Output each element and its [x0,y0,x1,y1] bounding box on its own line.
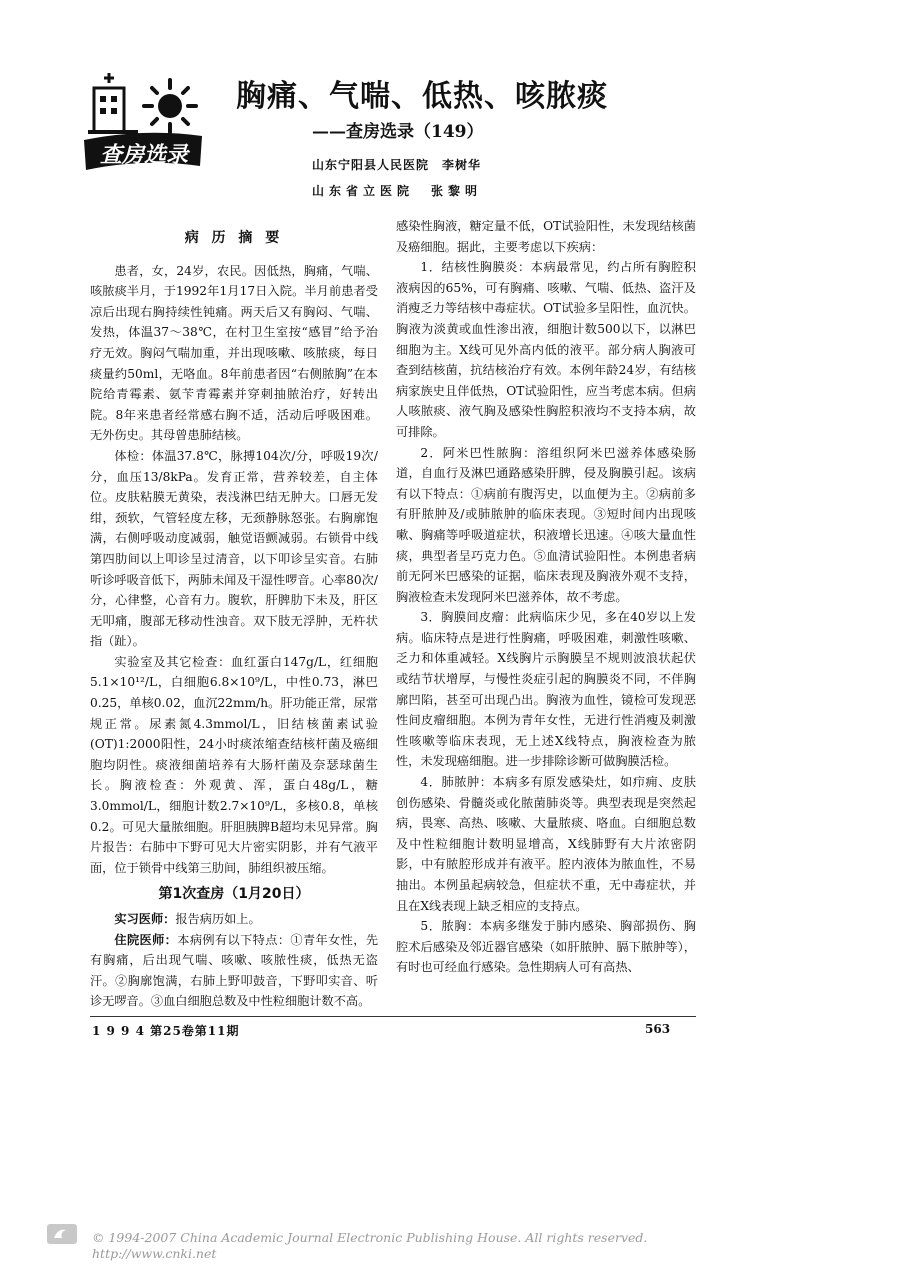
article-subtitle: ——查房选录（149） [312,122,484,142]
label-tb-pleurisy: 1．结核性胸膜炎： [420,260,531,275]
paragraph-lung-abscess [396,772,696,916]
label-lung-abscess: 4．肺脓肿： [420,775,493,790]
footer-rule [90,1016,696,1017]
logo-text: 查房选录 [99,143,189,168]
column-logo [78,70,208,180]
author-1: 山东宁阳县人民医院 李树华 [312,158,482,172]
text-tb-pleurisy: 本病最常见，约占所有胸腔积液病因的65%，可有胸痛、咳嗽、气喘、低热、盗汗及消瘦乏力等结核中毒症状。OT试验多呈阳性，血沉快。胸液为淡黄或血性渗出液，细胞计数500以下，以淋巴细胞为主。X线可见外高内低的液平。部分病人胸液可查到结核菌，抗结核治疗有效。本例年龄24岁，有结核病家族史且伴低热，OT试验阳性，应当考虑本病。但病人咳脓痰、液气胸及感染性胸腔积液均不支持本病，故可排除。 [396,260,696,439]
paragraph-resident [90,930,378,1012]
text-intern: 报告病历如上。 [175,912,261,926]
right-column [396,216,696,978]
paragraph-history: 患者，女，24岁，农民。因低热，胸痛，气喘、咳脓痰半月，于1992年1月17日入院。半月前患者受凉后出现右胸持续性钝痛。两天后又有胸闷、气喘、发热，体温37～38℃，在村卫生室按“感冒”给予治疗无效。胸闷气喘加重，并出现咳嗽、咳脓痰，每日痰量约50ml，无咯血。8年前患者因“右侧脓胸”在本院给青霉素、氨苄青霉素并穿刺抽脓治疗，好转出院。8年来患者经常感右胸不适，活动后呼吸困难。无外伤史。其母曾患肺结核。 [90,263,378,443]
paragraph-tb-pleurisy [396,257,696,442]
author-2: 山东省立医院 张黎明 [312,184,483,198]
page-number: 563 [645,1022,671,1036]
copyright-notice: © 1994-2007 China Academic Journal Electronic Publishing House. All rights reserved. http://www.cnki.net [92,1230,660,1261]
label-intern: 实习医师： [114,912,176,926]
text-lung-abscess: 本病多有原发感染灶，如疖痈、皮肤创伤感染、骨髓炎或化脓菌肺炎等。典型表现是突然起病，畏寒、高热、咳嗽、大量脓痰、咯血。白细胞总数及中性粒细胞计数明显增高，X线肺野有大片浓密阴影，中有脓腔形成并有液平。腔内液体为脓血性，不易抽出。本例虽起病较急，但症状不重，无中毒症状，并且在X线表现上缺乏相应的支持点。 [396,775,696,913]
text-mesothelioma: 此病临床少见，多在40岁以上发病。临床特点是进行性胸痛，呼吸困难，刺激性咳嗽、乏力和体重减轻。X线胸片示胸膜呈不规则波浪状起伏或结节状增厚，与慢性炎症引起的胸膜炎不同，不伴胸廓凹陷，甚至可出现凸出。胸液为血性，镜检可发现恶性间皮瘤细胞。本例为青年女性，无进行性消瘦及刺激性咳嗽等临床表现，无上述X线特点，胸液检查为脓性，未发现癌细胞。进一步排除诊断可做胸膜活检。 [396,610,696,769]
section-heading-case-summary: 病 历 摘 要 [184,230,284,246]
text-empyema: 本病多继发于肺内感染、胸部损伤、胸腔术后感染及邻近器官感染（如肝脓肿、膈下脓肿等），有时也可经血行感染。急性期病人可有高热、 [396,919,696,975]
paragraph-mesothelioma [396,607,696,772]
section-heading-first-round: 第1次查房（1月20日） [158,886,310,903]
paragraph-amoebic-empyema [396,443,696,608]
text-resident: 本病例有以下特点：①青年女性，先有胸痛，后出现气喘、咳嗽、咳脓性痰，低热无盗汗。②胸廓饱满，右肺上野叩鼓音，下野叩实音、听诊无啰音。③血白细胞总数及中性粒细胞计数不高。 [90,932,379,1009]
label-empyema: 5．脓胸： [420,919,480,934]
text-amoebic-empyema: 溶组织阿米巴滋养体感染肠道，自血行及淋巴通路感染肝脾，侵及胸膜引起。该病有以下特点：①病前有腹泻史，以血便为主。②病前多有肝脓肿及/或肺脓肿的临床表现。③短时间内出现咳嗽、胸痛等呼吸道症状，积液增长迅速。④咳大量血性痰，典型者呈巧克力色。⑤血清试验阳性。本例患者病前无阿米巴感染的证据，临床表现及胸液外观不支持，胸液检查未发现阿米巴滋养体，故不考虑。 [396,445,697,604]
paragraph-intern-report [90,909,378,930]
paragraph-continuation: 感染性胸液，糖定量不低，OT试验阳性，未发现结核菌及癌细胞。据此，主要考虑以下疾病： [396,219,696,254]
sunflower-icon [144,80,196,132]
paragraph-lab-tests: 实验室及其它检查：血红蛋白147g/L，红细胞5.1×10¹²/L，白细胞6.8×10⁹/L，中性0.73，淋巴0.25，单核0.02，血沉22mm/h。肝功能正常，尿常规正常。尿素氮4.3mmol/L，旧结核菌素试验(OT)1:2000阳性，24小时痰浓缩查结核杆菌及癌细胞均阴性。痰液细菌培养有大肠杆菌及奈瑟球菌生长。胸液检查：外观黄、浑，蛋白48g/L，糖3.0mmol/L，细胞计数2.7×10⁹/L，多核0.8，单核0.2。可见大量脓细胞。肝胆胰脾B超均未见异常。胸片报告：右肺中下野可见大片密实阴影，并有气液平面，位于锁骨中线第三肋间，肺组织被压缩。 [90,654,378,875]
journal-issue: 1 9 9 4 第25卷第11期 [92,1024,240,1038]
cnki-logo-icon [46,1222,78,1246]
paragraph-physical-exam: 体检：体温37.8℃，脉搏104次/分，呼吸19次/分，血压13/8kPa。发育正常，营养较差，自主体位。皮肤粘膜无黄染，表浅淋巴结无肿大。口唇无发绀，颈软，气管轻度左移，无颈静脉怒张。右胸廓饱满，右侧呼吸动度减弱，触觉语颤减弱。右锁骨中线第四肋间以上叩诊呈过清音，以下叩诊呈实音。右肺听诊呼吸音低下，两肺未闻及干湿性啰音。心率80次/分，心律整，心音有力。腹软，肝脾肋下未及，肝区无叩痛，腹部无移动性浊音。双下肢无浮肿，无杵状指（趾）。 [90,448,378,649]
left-column [90,220,378,1012]
hospital-building-icon [88,73,138,132]
paragraph-empyema [396,916,696,978]
article-title: 胸痛、气喘、低热、咳脓痰 [236,79,608,114]
label-resident: 住院医师： [114,932,178,947]
label-amoebic-empyema: 2．阿米巴性脓胸： [420,445,537,460]
label-mesothelioma: 3．胸膜间皮瘤： [420,610,517,625]
